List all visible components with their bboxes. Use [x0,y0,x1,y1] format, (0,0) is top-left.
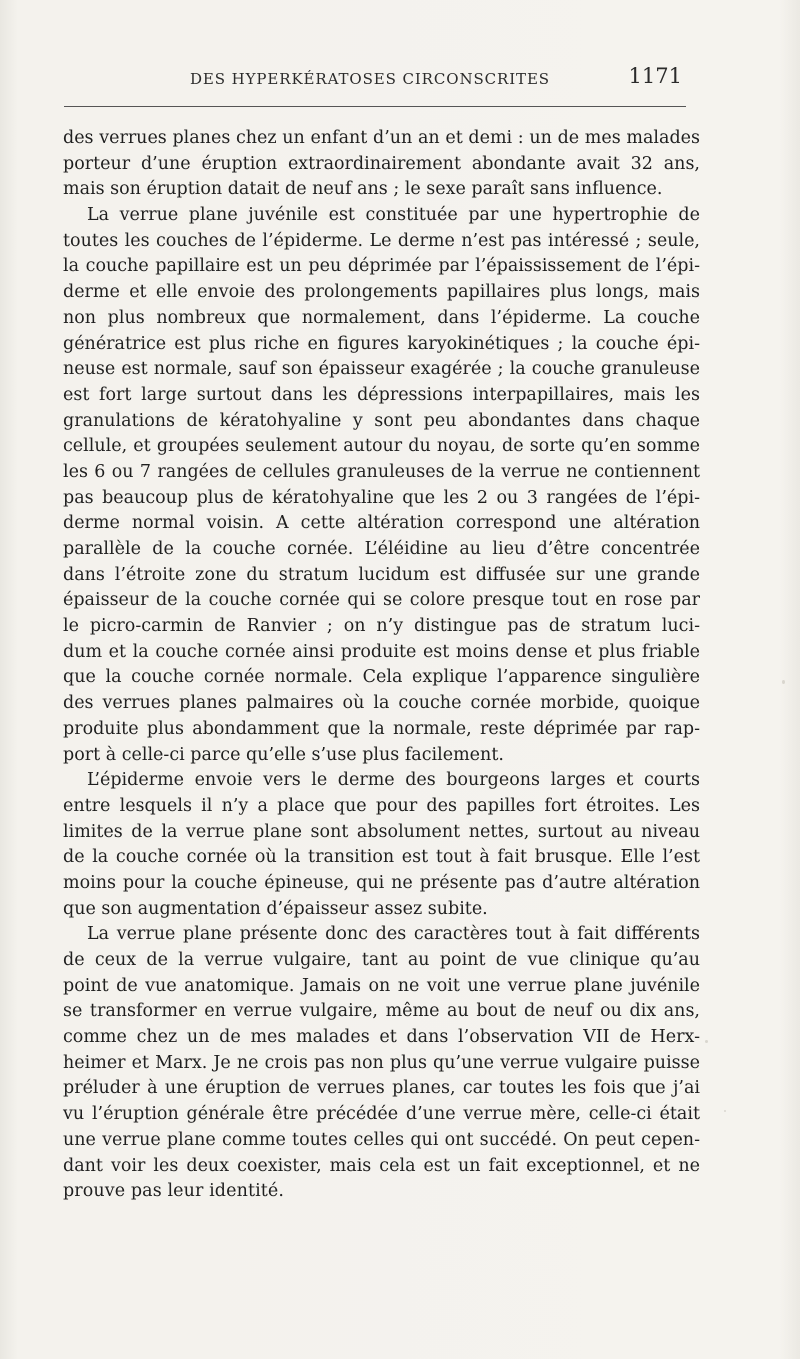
text-line: pas beaucoup plus de kératohyaline que les 2 ou 3 rangées de l’épi- [63,487,700,508]
text-line: toutes les couches de l’épiderme. Le derme n’est pas intéressé ; seule, [63,230,700,251]
paper-speck [724,1110,726,1112]
text-line: derme et elle envoie des prolongements papillaires plus longs, mais [63,282,700,303]
text-line: port à celle-ci parce qu’elle s’use plus facilement. [63,744,504,765]
text-line: moins pour la couche épineuse, qui ne présente pas d’autre altération [63,872,700,893]
paper-speck [705,1040,708,1043]
page-number: 1171 [628,64,682,88]
text-line: derme normal voisin. A cette altération correspond une altération [63,513,700,534]
paper-speck [782,680,785,684]
text-line: se transformer en verrue vulgaire, même au bout de neuf ou dix ans, [63,1001,700,1022]
paragraph-start-line: La verrue plane présente donc des caractères tout à fait différents [87,924,700,945]
header-rule [64,106,686,107]
text-line: les 6 ou 7 rangées de cellules granuleuses de la verrue ne contiennent [63,461,700,482]
text-line: prouve pas leur identité. [63,1181,285,1202]
text-line: point de vue anatomique. Jamais on ne voit une verrue plane juvénile [63,975,700,996]
text-line: que son augmentation d’épaisseur assez subite. [63,898,488,919]
text-line: non plus nombreux que normalement, dans l’épiderme. La couche [63,307,700,328]
text-line: produite plus abondamment que la normale, reste déprimée par rap- [63,718,700,739]
paragraph-start-line: L’épiderme envoie vers le derme des bourgeons larges et courts [87,770,700,791]
text-line: porteur d’une éruption extraordinairement abondante avait 32 ans, [63,153,700,174]
text-line: dans l’étroite zone du stratum lucidum est diffusée sur une grande [63,564,700,585]
text-line: dant voir les deux coexister, mais cela est un fait exceptionnel, et ne [63,1155,700,1176]
text-line: heimer et Marx. Je ne crois pas non plus qu’une verrue vulgaire puisse [63,1052,700,1073]
text-line: une verrue plane comme toutes celles qui ont succédé. On peut cepen- [63,1129,700,1150]
text-line: épaisseur de la couche cornée qui se colore presque tout en rose par [63,590,700,611]
text-line: des verrues planes palmaires où la couche cornée morbide, quoique [63,693,700,714]
text-line: génératrice est plus riche en figures karyokinétiques ; la couche épi- [63,333,700,354]
text-line: parallèle de la couche cornée. L’éléidine au lieu d’être concentrée [63,539,700,559]
text-line: granulations de kératohyaline y sont peu abondantes dans chaque [63,410,700,431]
running-title: DES HYPERKÉRATOSES CIRCONSCRITES [190,70,550,88]
body-text [63,126,700,1205]
text-line: la couche papillaire est un peu déprimée par l’épaississement de l’épi- [63,256,700,277]
text-line: vu l’éruption générale être précédée d’une verrue mère, celle-ci était [63,1104,700,1125]
text-line: entre lesquels il n’y a place que pour des papilles fort étroites. Les [63,795,700,816]
text-line: est fort large surtout dans les dépressions interpapillaires, mais les [63,384,700,405]
text-line: mais son éruption datait de neuf ans ; le sexe paraît sans influence. [63,179,663,200]
paragraph-start-line: La verrue plane juvénile est constituée par une hypertrophie de [87,205,700,226]
text-line: cellule, et groupées seulement autour du noyau, de sorte qu’en somme [63,436,700,457]
text-line: des verrues planes chez un enfant d’un an et demi : un de mes malades [63,128,700,148]
text-line: neuse est normale, sauf son épaisseur exagérée ; la couche granuleuse [63,359,700,380]
text-line: de ceux de la verrue vulgaire, tant au point de vue clinique qu’au [63,950,700,970]
text-line: préluder à une éruption de verrues planes, car toutes les fois que j’ai [63,1078,700,1099]
text-line: dum et la couche cornée ainsi produite est moins dense et plus friable [63,641,700,662]
page-header [64,62,684,100]
text-line: de la couche cornée où la transition est tout à fait brusque. Elle l’est [63,847,700,868]
text-line: que la couche cornée normale. Cela explique l’apparence singulière [63,667,700,688]
text-line: limites de la verrue plane sont absolument nettes, surtout au niveau [63,821,700,842]
text-line: le picro-carmin de Ranvier ; on n’y distingue pas de stratum luci- [63,616,700,637]
text-line: comme chez un de mes malades et dans l’observation VII de Herx- [63,1027,700,1048]
